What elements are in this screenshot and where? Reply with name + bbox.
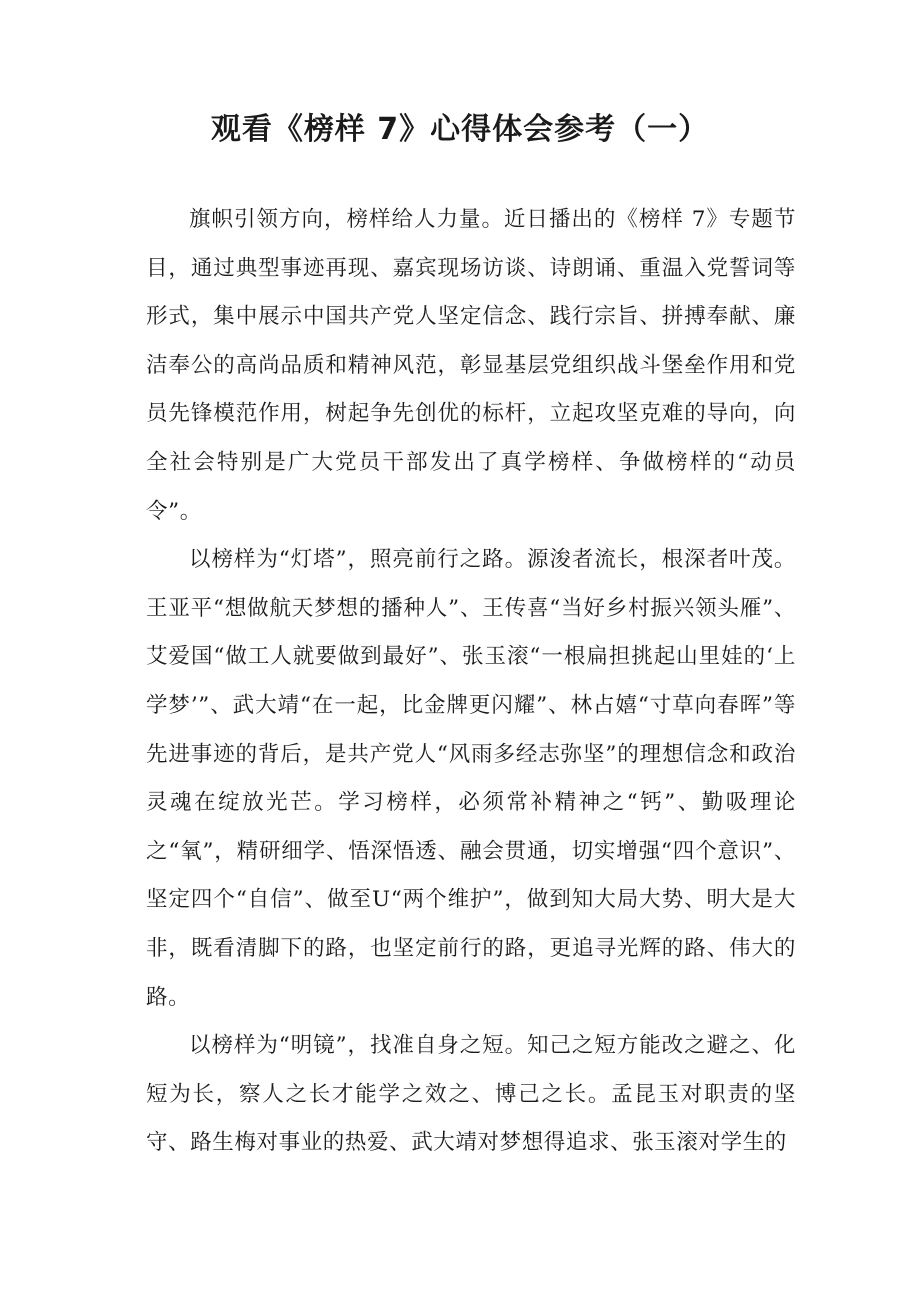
document-body [146,196,796,1168]
document-title: 观看《榜样 7》心得体会参考（一） [210,112,710,147]
paragraph-1: 旗帜引领方向，榜样给人力量。近日播出的《榜样 7》专题节目，通过典型事迹再现、嘉宾现场访谈、诗朗诵、重温入党誓词等形式，集中展示中国共产党人坚定信念、践行宗旨、拼搏奉献、廉洁奉公的高尚品质和精神风范，彰显基层党组织战斗堡垒作用和党员先锋模范作用，树起争先创优的标杆，立起攻坚克难的导向，向全社会特别是广大党员干部发出了真学榜样、争做榜样的“动员令”。 [146,207,796,524]
paragraph-3: 以榜样为“明镜”，找准自身之短。知己之短方能改之避之、化短为长，察人之长才能学之效之、博己之长。孟昆玉对职责的坚守、路生梅对事业的热爱、武大靖对梦想得追求、张玉滚对学生的 [146,1033,796,1156]
paragraph-2: 以榜样为“灯塔”，照亮前行之路。源浚者流长，根深者叶茂。王亚平“想做航天梦想的播种人”、王传喜“当好乡村振兴领头雁”、艾爱国“做工人就要做到最好”、张玉滚“一根扁担挑起山里娃的‘上学梦’”、武大靖“在一起，比金牌更闪耀”、林占嬉“寸草向春晖”等先进事迹的背后，是共产党人“风雨多经志弥坚”的理想信念和政治灵魂在绽放光芒。学习榜样，必须常补精神之“钙”、勤吸理论之“氧”，精研细学、悟深悟透、融会贯通，切实增强“四个意识”、坚定四个“自信”、做至U“两个维护”，做到知大局大势、明大是大非，既看清脚下的路，也坚定前行的路，更追寻光辉的路、伟大的路。 [146,547,796,1010]
